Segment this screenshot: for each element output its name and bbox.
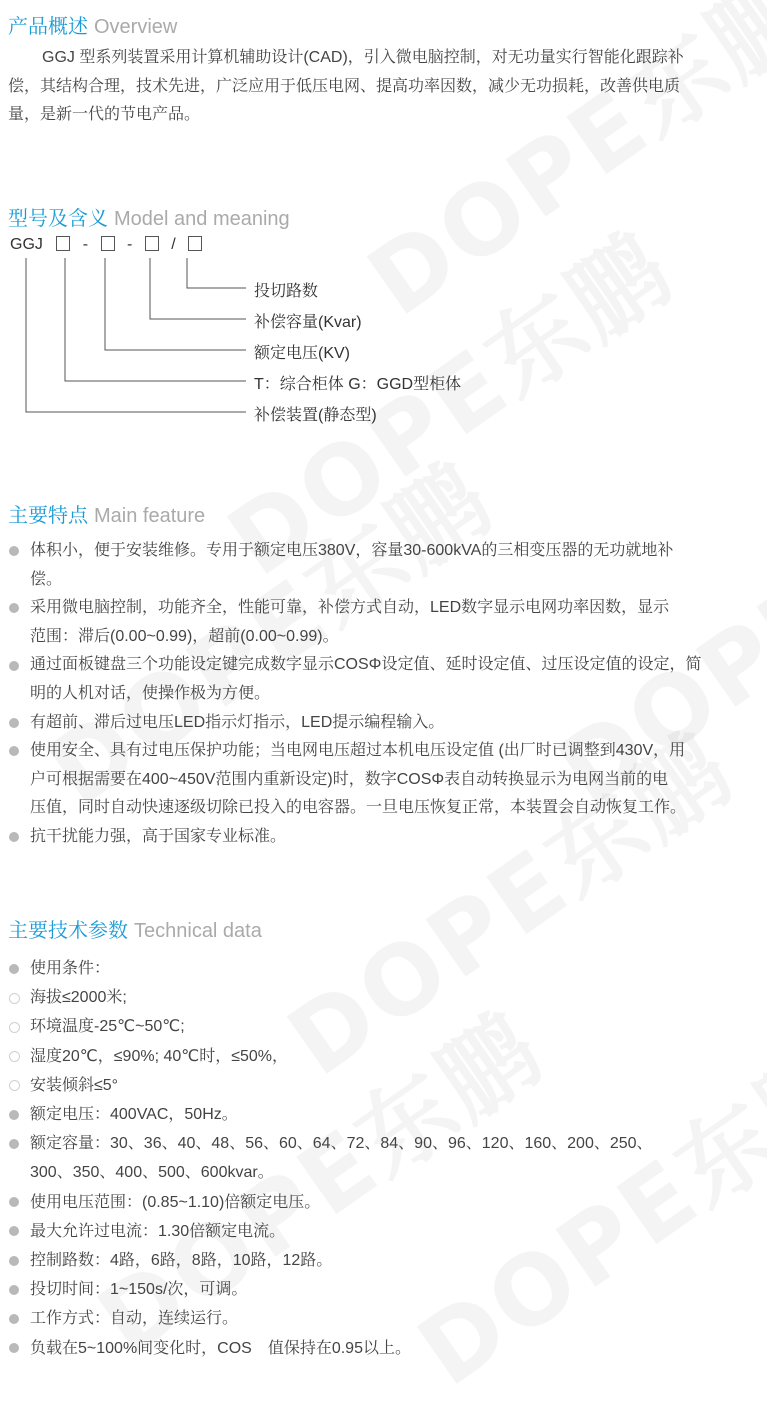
tech-item-line: 海拔≤2000米;: [30, 989, 127, 1007]
bullet-icon: [9, 1197, 19, 1207]
bullet-icon: [9, 603, 19, 613]
tech-item: [8, 1246, 756, 1275]
overview-line: 偿，其结构合理，技术先进，广泛应用于低压电网、提高功率因数，减少无功损耗，改善供电质: [8, 77, 681, 95]
tech-item: [8, 1071, 756, 1100]
overview-title-en: Overview: [94, 16, 178, 38]
hollow-bullet-icon: [9, 1080, 20, 1091]
overview-line: GGJ 型系列装置采用计算机辅助设计(CAD)，引入微电脑控制，对无功量实行智能化跟踪补: [42, 49, 684, 66]
connector-line: [105, 258, 246, 350]
bullet-icon: [9, 1285, 19, 1295]
bullet-icon: [9, 832, 19, 842]
model-label-device: 补偿装置(静态型): [254, 407, 377, 424]
feature-item-line: 通过面板键盘三个功能设定键完成数字显示COSΦ设定值、延时设定值、过压设定值的设定，简: [30, 656, 702, 674]
bullet-icon: [9, 1314, 19, 1324]
features-title: [8, 499, 205, 528]
connector-line: [26, 258, 246, 412]
tech-item-line: 使用条件：: [30, 960, 111, 977]
model-title-cn: 型号及含义: [8, 208, 108, 230]
tech-item-line: 使用电压范围：(0.85~1.10)倍额定电压。: [30, 1193, 321, 1211]
bullet-icon: [9, 718, 19, 728]
tech-item: [8, 1275, 756, 1304]
hollow-bullet-icon: [9, 1022, 20, 1033]
tech-item-line: 300、350、400、500、600kvar。: [30, 1164, 274, 1182]
feature-item: [8, 651, 756, 708]
tech-item: [8, 1100, 756, 1129]
features-title-en: Main feature: [94, 505, 206, 527]
code-separator: /: [171, 236, 176, 253]
bullet-icon: [9, 1139, 19, 1149]
feature-item-line: 有超前、滞后过电压LED指示灯指示，LED提示编程输入。: [30, 713, 445, 731]
model-label-circuits: 投切路数: [254, 283, 319, 300]
tech-item: [8, 1217, 756, 1246]
tech-item: [8, 1012, 756, 1041]
tech-item-line: 控制路数：4路，6路，8路，10路，12路。: [30, 1252, 333, 1270]
tech-item-line: 最大允许过电流：1.30倍额定电流。: [30, 1222, 286, 1240]
features-list: [8, 537, 756, 852]
tech-item-line: 额定容量：30、36、40、48、56、60、64、72、84、90、96、120、160、200、250、: [30, 1135, 653, 1153]
tech-item: [8, 1334, 756, 1363]
feature-item-line: 户可根据需要在400~450V范围内重新设定)时，数字COSΦ表自动转换显示为电网当前的电: [30, 770, 669, 788]
feature-item: [8, 737, 756, 823]
feature-item-line: 明的人机对话，使操作极为方便。: [30, 684, 271, 702]
feature-item-line: 范围：滞后(0.00~0.99)，超前(0.00~0.99)。: [30, 627, 339, 645]
tech-item: [8, 1042, 756, 1071]
feature-item: [8, 537, 756, 594]
bullet-icon: [9, 1343, 19, 1353]
model-title-en: Model and meaning: [114, 208, 290, 230]
model-code-prefix: GGJ: [10, 236, 43, 253]
model-label-voltage: 额定电压(KV): [254, 345, 351, 362]
technical-title: [8, 914, 262, 943]
bullet-icon: [9, 546, 19, 556]
feature-item-line: 使用安全、具有过电压保护功能；当电网电压超过本机电压设定值 (出厂时已调整到430V，用: [30, 742, 686, 760]
tech-item-line: 负载在5~100%间变化时，COS 值保持在0.95以上。: [30, 1339, 411, 1357]
bullet-icon: [9, 964, 19, 974]
features-title-cn: 主要特点: [8, 505, 88, 527]
feature-item-line: 压值，同时自动快速逐级切除已投入的电容器。一旦电压恢复正常，本装置会自动恢复工作。: [30, 799, 687, 817]
feature-item: [8, 823, 756, 852]
technical-title-cn: 主要技术参数: [8, 920, 128, 942]
technical-list: [8, 954, 756, 1363]
tech-item: [8, 1129, 756, 1187]
technical-title-en: Technical data: [134, 920, 262, 942]
tech-item: [8, 954, 756, 983]
tech-item: [8, 983, 756, 1012]
feature-item-line: 偿。: [30, 570, 63, 588]
bullet-icon: [9, 661, 19, 671]
code-separator: -: [127, 236, 133, 253]
tech-item: [8, 1304, 756, 1333]
tech-item-line: 额定电压：400VAC，50Hz。: [30, 1106, 238, 1124]
feature-item-line: 体积小，便于安装维修。专用于额定电压380V，容量30-600kVA的三相变压器的无功就地补: [30, 542, 674, 559]
feature-item: [8, 594, 756, 651]
tech-item-line: 环境温度-25℃~50℃;: [30, 1018, 185, 1036]
hollow-bullet-icon: [9, 1051, 20, 1062]
bullet-icon: [9, 1110, 19, 1120]
model-label-cabinet: T：综合柜体 G：GGD型柜体: [254, 376, 462, 393]
tech-item-line: 湿度20℃，≤90%; 40℃时，≤50%，: [30, 1047, 289, 1065]
feature-item: [8, 709, 756, 738]
feature-item-line: 抗干扰能力强，高于国家专业标准。: [30, 827, 287, 845]
feature-item-line: 采用微电脑控制，功能齐全，性能可靠，补偿方式自动，LED数字显示电网功率因数，显示: [30, 599, 670, 617]
model-label-capacity: 补偿容量(Kvar): [254, 314, 362, 331]
bullet-icon: [9, 1256, 19, 1266]
tech-item-line: 工作方式：自动，连续运行。: [30, 1310, 239, 1328]
tech-item: [8, 1188, 756, 1217]
hollow-bullet-icon: [9, 993, 20, 1004]
overview-title-cn: 产品概述: [8, 16, 88, 38]
code-separator: -: [82, 236, 89, 253]
overview-line: 量，是新一代的节电产品。: [8, 106, 201, 123]
bullet-icon: [9, 746, 19, 756]
tech-item-line: 投切时间：1~150s/次，可调。: [30, 1281, 248, 1299]
connector-line: [187, 258, 246, 288]
tech-item-line: 安装倾斜≤5°: [30, 1076, 119, 1094]
bullet-icon: [9, 1226, 19, 1236]
